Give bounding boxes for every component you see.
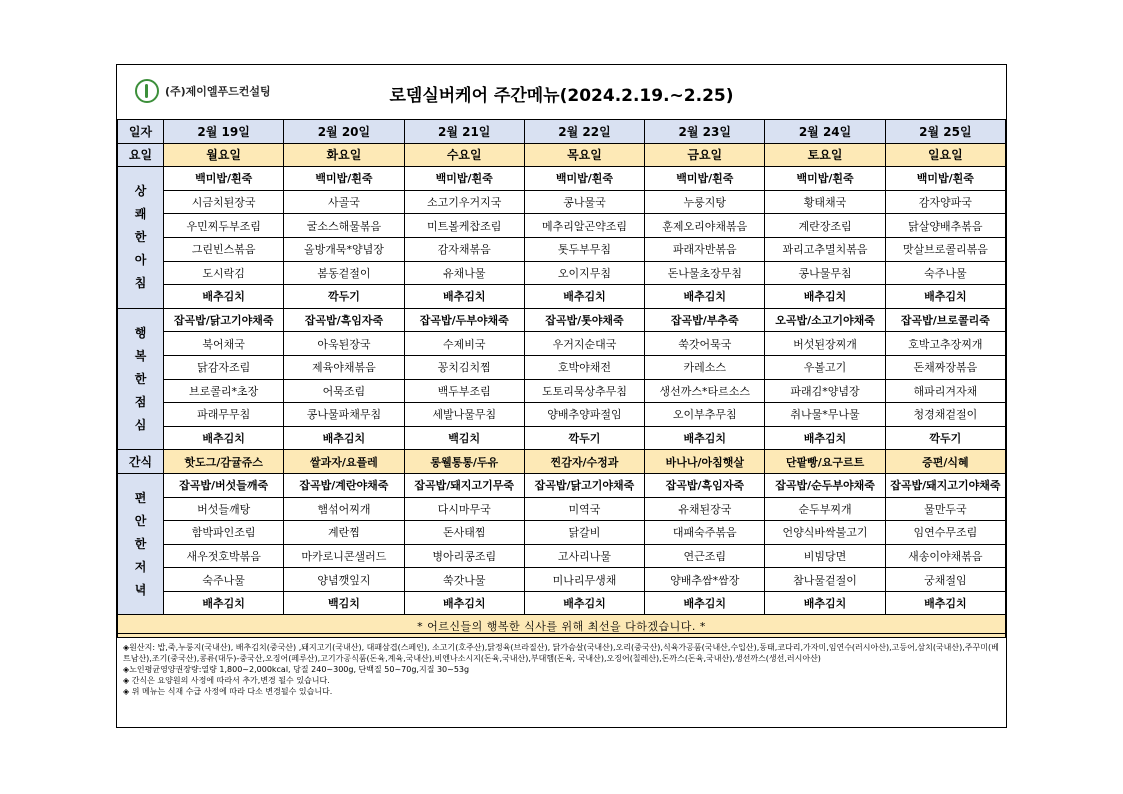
date-cell: 2월 25일	[885, 120, 1005, 144]
lunch-dish-cell: 오이부추무침	[645, 403, 765, 427]
lunch-row	[118, 332, 1006, 356]
breakfast-dish-cell: 봄동겉절이	[284, 261, 404, 285]
footer-line: ◈ 위 메뉴는 식재 수급 사정에 따라 다소 변경될수 있습니다.	[123, 687, 333, 696]
breakfast-dish-cell: 우민찌두부조림	[164, 214, 284, 238]
dinner-row	[118, 497, 1006, 521]
lunch-dish-cell: 아욱된장국	[284, 332, 404, 356]
breakfast-row	[118, 190, 1006, 214]
date-label: 일자	[118, 120, 164, 144]
dinner-dish-cell: 잡곡밥/돼지고기야채죽	[885, 473, 1005, 497]
dinner-dish-cell: 잡곡밥/계란야채죽	[284, 473, 404, 497]
snack-cell: 바나나/아침햇살	[645, 450, 765, 474]
lunch-dish-cell: 배추김치	[284, 426, 404, 450]
breakfast-dish-cell: 백미밥/흰죽	[404, 167, 524, 191]
lunch-dish-cell: 양배추양파절임	[524, 403, 644, 427]
dinner-dish-cell: 배추김치	[524, 591, 644, 615]
dinner-dish-cell: 햄섞어찌개	[284, 497, 404, 521]
dinner-dish-cell: 양배추쌈*쌈장	[645, 568, 765, 592]
lunch-label: 행 복 한 점 심	[118, 308, 164, 450]
dinner-dish-cell: 유채된장국	[645, 497, 765, 521]
dinner-dish-cell: 마카로니콘샐러드	[284, 544, 404, 568]
dinner-dish-cell: 참나물겉절이	[765, 568, 885, 592]
menu-sheet	[116, 64, 1007, 728]
dinner-dish-cell: 새우젓호박볶음	[164, 544, 284, 568]
lunch-dish-cell: 콩나물파채무침	[284, 403, 404, 427]
dinner-dish-cell: 백김치	[284, 591, 404, 615]
date-cell: 2월 22일	[524, 120, 644, 144]
lunch-dish-cell: 닭감자조림	[164, 355, 284, 379]
dinner-dish-cell: 미역국	[524, 497, 644, 521]
dinner-dish-cell: 잡곡밥/닭고기야채죽	[524, 473, 644, 497]
lunch-dish-cell: 배추김치	[765, 426, 885, 450]
lunch-dish-cell: 배추김치	[164, 426, 284, 450]
breakfast-dish-cell: 닭살양배추볶음	[885, 214, 1005, 238]
lunch-row	[118, 426, 1006, 450]
dinner-dish-cell: 대패숙주볶음	[645, 521, 765, 545]
dinner-dish-cell: 언양식바싹불고기	[765, 521, 885, 545]
breakfast-dish-cell: 배추김치	[164, 285, 284, 309]
lunch-dish-cell: 깍두기	[524, 426, 644, 450]
dinner-dish-cell: 병아리콩조림	[404, 544, 524, 568]
dinner-dish-cell: 계란찜	[284, 521, 404, 545]
breakfast-row	[118, 214, 1006, 238]
date-cell: 2월 19일	[164, 120, 284, 144]
breakfast-dish-cell: 배추김치	[765, 285, 885, 309]
lunch-row	[118, 308, 1006, 332]
day-cell: 수요일	[404, 143, 524, 167]
dinner-dish-cell: 쑥갓나물	[404, 568, 524, 592]
breakfast-row	[118, 285, 1006, 309]
page-title: 로뎀실버케어 주간메뉴(2024.2.19.~2.25)	[389, 86, 734, 106]
dinner-dish-cell: 물만두국	[885, 497, 1005, 521]
lunch-dish-cell: 카레소스	[645, 355, 765, 379]
snack-cell: 쌀과자/요플레	[284, 450, 404, 474]
breakfast-dish-cell: 누룽지탕	[645, 190, 765, 214]
breakfast-dish-cell: 맛살브로콜리볶음	[885, 237, 1005, 261]
footer-line: ◈원산지: 밥,죽,누룽지(국내산), 배추김치(중국산) ,돼지고기(국내산), 대패삼겹(스페인), 소고기(호주산),닭정육(브라질산), 닭가슴살(국내산),오리(중국산),식육가공품(국내산,수입산),동태,코다리,가자미,임연수(러시아산),고등어,삼치(국내산),주꾸미(베트남산),조기(중국산),콩류(대두)-중국산,오징어(페루산),고기가공식품(돈육,계육,국내산),비엔나소시지(돈육,국내산),부대햄(돈육, 국내산),오징어(칠레산),돈까스(돈육,국내산),생선까스(생선,러시아산)	[123, 643, 999, 663]
lunch-row	[118, 355, 1006, 379]
lunch-row	[118, 379, 1006, 403]
snack-cell: 핫도그/감귤쥬스	[164, 450, 284, 474]
breakfast-dish-cell: 백미밥/흰죽	[885, 167, 1005, 191]
breakfast-dish-cell: 감자채볶음	[404, 237, 524, 261]
lunch-dish-cell: 잡곡밥/톳야채죽	[524, 308, 644, 332]
dinner-dish-cell: 배추김치	[404, 591, 524, 615]
breakfast-dish-cell: 배추김치	[524, 285, 644, 309]
breakfast-dish-cell: 계란장조림	[765, 214, 885, 238]
dinner-row	[118, 473, 1006, 497]
day-label: 요일	[118, 143, 164, 167]
day-cell: 토요일	[765, 143, 885, 167]
snack-row	[118, 450, 1006, 474]
dinner-dish-cell: 닭갈비	[524, 521, 644, 545]
breakfast-label: 상 쾌 한 아 침	[118, 167, 164, 309]
breakfast-dish-cell: 메추리알곤약조림	[524, 214, 644, 238]
day-cell: 목요일	[524, 143, 644, 167]
breakfast-dish-cell: 미트볼케찹조림	[404, 214, 524, 238]
dinner-dish-cell: 돈사태찜	[404, 521, 524, 545]
breakfast-dish-cell: 백미밥/흰죽	[765, 167, 885, 191]
dinner-dish-cell: 잡곡밥/돼지고기무죽	[404, 473, 524, 497]
lunch-dish-cell: 파래김*양념장	[765, 379, 885, 403]
lunch-dish-cell: 호박야채전	[524, 355, 644, 379]
lunch-dish-cell: 깍두기	[885, 426, 1005, 450]
lunch-dish-cell: 우거지순대국	[524, 332, 644, 356]
header	[117, 65, 1006, 119]
dinner-dish-cell: 배추김치	[885, 591, 1005, 615]
company-name: (주)제이엘푸드컨설팅	[165, 85, 271, 98]
dinner-dish-cell: 배추김치	[164, 591, 284, 615]
breakfast-dish-cell: 시금치된장국	[164, 190, 284, 214]
date-cell: 2월 24일	[765, 120, 885, 144]
lunch-dish-cell: 꽁치김치찜	[404, 355, 524, 379]
breakfast-dish-cell: 꽈리고추멸치볶음	[765, 237, 885, 261]
breakfast-row	[118, 167, 1006, 191]
lunch-dish-cell: 백김치	[404, 426, 524, 450]
lunch-dish-cell: 북어채국	[164, 332, 284, 356]
lunch-dish-cell: 파래무무침	[164, 403, 284, 427]
day-row	[118, 143, 1006, 167]
dinner-dish-cell: 잡곡밥/흑임자죽	[645, 473, 765, 497]
lunch-dish-cell: 우볼고기	[765, 355, 885, 379]
dinner-dish-cell: 잡곡밥/버섯들깨죽	[164, 473, 284, 497]
weekly-menu-table	[117, 119, 1006, 638]
breakfast-dish-cell: 배추김치	[885, 285, 1005, 309]
lunch-dish-cell: 브로콜리*초장	[164, 379, 284, 403]
date-cell: 2월 21일	[404, 120, 524, 144]
breakfast-dish-cell: 백미밥/흰죽	[164, 167, 284, 191]
lunch-dish-cell: 돈채짜장볶음	[885, 355, 1005, 379]
dinner-label: 편 안 한 저 녁	[118, 473, 164, 615]
breakfast-dish-cell: 배추김치	[645, 285, 765, 309]
lunch-dish-cell: 잡곡밥/부추죽	[645, 308, 765, 332]
lunch-dish-cell: 쑥갓어묵국	[645, 332, 765, 356]
lunch-dish-cell: 청경채겉절이	[885, 403, 1005, 427]
breakfast-dish-cell: 도시락김	[164, 261, 284, 285]
breakfast-dish-cell: 훈제오리야채볶음	[645, 214, 765, 238]
lunch-dish-cell: 어묵조림	[284, 379, 404, 403]
dinner-dish-cell: 연근조림	[645, 544, 765, 568]
lunch-dish-cell: 호박고추장찌개	[885, 332, 1005, 356]
dinner-dish-cell: 궁채절임	[885, 568, 1005, 592]
lunch-dish-cell: 잡곡밥/브로콜리죽	[885, 308, 1005, 332]
dinner-dish-cell: 배추김치	[645, 591, 765, 615]
breakfast-dish-cell: 배추김치	[404, 285, 524, 309]
breakfast-dish-cell: 유채나물	[404, 261, 524, 285]
lunch-dish-cell: 배추김치	[645, 426, 765, 450]
breakfast-dish-cell: 톳두부무침	[524, 237, 644, 261]
breakfast-dish-cell: 백미밥/흰죽	[284, 167, 404, 191]
lunch-dish-cell: 제육야채볶음	[284, 355, 404, 379]
snack-cell: 단팥빵/요구르트	[765, 450, 885, 474]
dinner-dish-cell: 새송이야채볶음	[885, 544, 1005, 568]
breakfast-dish-cell: 파래자반볶음	[645, 237, 765, 261]
footer-notes	[117, 633, 1006, 729]
footer-line: ◈노인평균영양권장량:열량 1,800~2,000kcal, 당질 240~300g, 단백질 50~70g,지질 30~53g	[123, 665, 470, 674]
date-cell: 2월 20일	[284, 120, 404, 144]
breakfast-dish-cell: 숙주나물	[885, 261, 1005, 285]
lunch-row	[118, 403, 1006, 427]
day-cell: 월요일	[164, 143, 284, 167]
lunch-dish-cell: 세발나물무침	[404, 403, 524, 427]
dinner-dish-cell: 숙주나물	[164, 568, 284, 592]
dinner-row	[118, 568, 1006, 592]
dinner-dish-cell: 고사리나물	[524, 544, 644, 568]
lunch-dish-cell: 오곡밥/소고기야채죽	[765, 308, 885, 332]
dinner-dish-cell: 잡곡밥/순두부야채죽	[765, 473, 885, 497]
dinner-dish-cell: 양념깻잎지	[284, 568, 404, 592]
lunch-dish-cell: 해파리겨자채	[885, 379, 1005, 403]
lunch-dish-cell: 백두부조림	[404, 379, 524, 403]
breakfast-dish-cell: 소고기우거지국	[404, 190, 524, 214]
breakfast-row	[118, 237, 1006, 261]
note-text: * 어르신들의 행복한 식사를 위해 최선을 다하겠습니다. *	[118, 615, 1006, 638]
breakfast-dish-cell: 백미밥/흰죽	[524, 167, 644, 191]
dinner-dish-cell: 함박파인조림	[164, 521, 284, 545]
breakfast-dish-cell: 깍두기	[284, 285, 404, 309]
date-cell: 2월 23일	[645, 120, 765, 144]
lunch-dish-cell: 취나물*무나물	[765, 403, 885, 427]
breakfast-dish-cell: 올방개묵*양념장	[284, 237, 404, 261]
day-cell: 금요일	[645, 143, 765, 167]
dinner-row	[118, 521, 1006, 545]
dinner-dish-cell: 비빔당면	[765, 544, 885, 568]
dinner-dish-cell: 순두부찌개	[765, 497, 885, 521]
snack-cell: 증편/식혜	[885, 450, 1005, 474]
breakfast-dish-cell: 콩나물국	[524, 190, 644, 214]
dinner-row	[118, 544, 1006, 568]
snack-label: 간식	[118, 450, 164, 474]
breakfast-dish-cell: 돈나물초장무침	[645, 261, 765, 285]
footer-line: ◈ 간식은 요양원의 사정에 따라서 추가,변경 될수 있습니다.	[123, 676, 330, 685]
breakfast-dish-cell: 그린빈스볶음	[164, 237, 284, 261]
lunch-dish-cell: 도토리묵상추무침	[524, 379, 644, 403]
breakfast-dish-cell: 굴소스해물볶음	[284, 214, 404, 238]
lunch-dish-cell: 생선까스*타르소스	[645, 379, 765, 403]
day-cell: 일요일	[885, 143, 1005, 167]
breakfast-dish-cell: 황태채국	[765, 190, 885, 214]
breakfast-dish-cell: 감자양파국	[885, 190, 1005, 214]
breakfast-dish-cell: 백미밥/흰죽	[645, 167, 765, 191]
breakfast-row	[118, 261, 1006, 285]
date-row	[118, 120, 1006, 144]
snack-cell: 찐감자/수정과	[524, 450, 644, 474]
lunch-dish-cell: 수제비국	[404, 332, 524, 356]
lunch-dish-cell: 잡곡밥/두부야채죽	[404, 308, 524, 332]
dinner-dish-cell: 버섯들깨탕	[164, 497, 284, 521]
dinner-dish-cell: 임연수무조림	[885, 521, 1005, 545]
lunch-dish-cell: 버섯된장찌개	[765, 332, 885, 356]
lunch-dish-cell: 잡곡밥/흑임자죽	[284, 308, 404, 332]
snack-cell: 롱웰통통/두유	[404, 450, 524, 474]
breakfast-dish-cell: 오이지무침	[524, 261, 644, 285]
dinner-dish-cell: 다시마무국	[404, 497, 524, 521]
breakfast-dish-cell: 사골국	[284, 190, 404, 214]
lunch-dish-cell: 잡곡밥/닭고기야채죽	[164, 308, 284, 332]
dinner-dish-cell: 미나리무생채	[524, 568, 644, 592]
breakfast-dish-cell: 콩나물무침	[765, 261, 885, 285]
dinner-dish-cell: 배추김치	[765, 591, 885, 615]
dinner-row	[118, 591, 1006, 615]
day-cell: 화요일	[284, 143, 404, 167]
